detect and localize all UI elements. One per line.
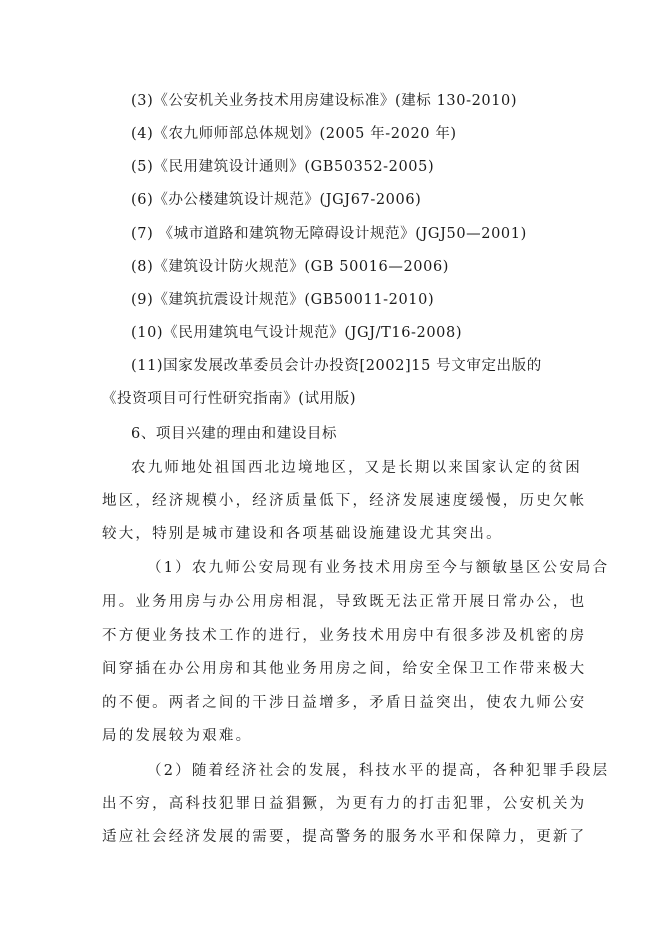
- section-heading: 6、项目兴建的理由和建设目标: [131, 426, 338, 442]
- paragraph-2-line: 出不穷，高科技犯罪日益猖獗，为更有力的打击犯罪，公安机关为: [102, 796, 587, 812]
- reference-item-9: (9)《建筑抗震设计规范》(GB50011-2010): [131, 292, 435, 308]
- reference-item-7: (7) 《城市道路和建筑物无障碍设计规范》(JGJ50—2001): [131, 226, 527, 242]
- paragraph-intro-line: 较大，特别是城市建设和各项基础设施建设尤其突出。: [102, 526, 503, 542]
- reference-item-5: (5)《民用建筑设计通则》(GB50352-2005): [131, 159, 435, 175]
- reference-item-11-line1: (11)国家发展改革委员会计办投资[2002]15 号文审定出版的: [131, 358, 542, 374]
- paragraph-2-line: 适应社会经济发展的需要，提高警务的服务水平和保障力，更新了: [102, 829, 587, 845]
- paragraph-2-line: （2）随着经济社会的发展，科技水平的提高，各种犯罪手段层: [147, 763, 610, 779]
- reference-item-3: (3)《公安机关业务技术用房建设标准》(建标 130-2010): [131, 93, 518, 109]
- paragraph-1-line: 间穿插在办公用房和其他业务用房之间，给安全保卫工作带来极大: [102, 661, 587, 677]
- reference-item-11-line2: 《投资项目可行性研究指南》(试用版): [102, 391, 357, 407]
- paragraph-1-line: 局的发展较为艰难。: [102, 728, 253, 744]
- reference-item-6: (6)《办公楼建筑设计规范》(JGJ67-2006): [131, 192, 422, 208]
- paragraph-1-line: （1）农九师公安局现有业务技术用房至今与额敏垦区公安局合: [147, 560, 610, 576]
- paragraph-intro-line: 农九师地处祖国西北边境地区，又是长期以来国家认定的贫困: [131, 460, 582, 476]
- paragraph-intro-line: 地区，经济规模小，经济质量低下，经济发展速度缓慢，历史欠帐: [102, 493, 587, 509]
- paragraph-1-line: 不方便业务技术工作的进行，业务技术用房中有很多涉及机密的房: [102, 628, 587, 644]
- reference-item-10: (10)《民用建筑电气设计规范》(JGJ/T16-2008): [131, 325, 463, 341]
- paragraph-1-line: 的不便。两者之间的干涉日益增多，矛盾日益突出，使农九师公安: [102, 695, 587, 711]
- paragraph-1-line: 用。业务用房与办公用房相混，导致既无法正常开展日常办公，也: [102, 594, 587, 610]
- reference-item-8: (8)《建筑设计防火规范》(GB 50016—2006): [131, 259, 450, 275]
- reference-item-4: (4)《农九师师部总体规划》(2005 年-2020 年): [131, 126, 457, 142]
